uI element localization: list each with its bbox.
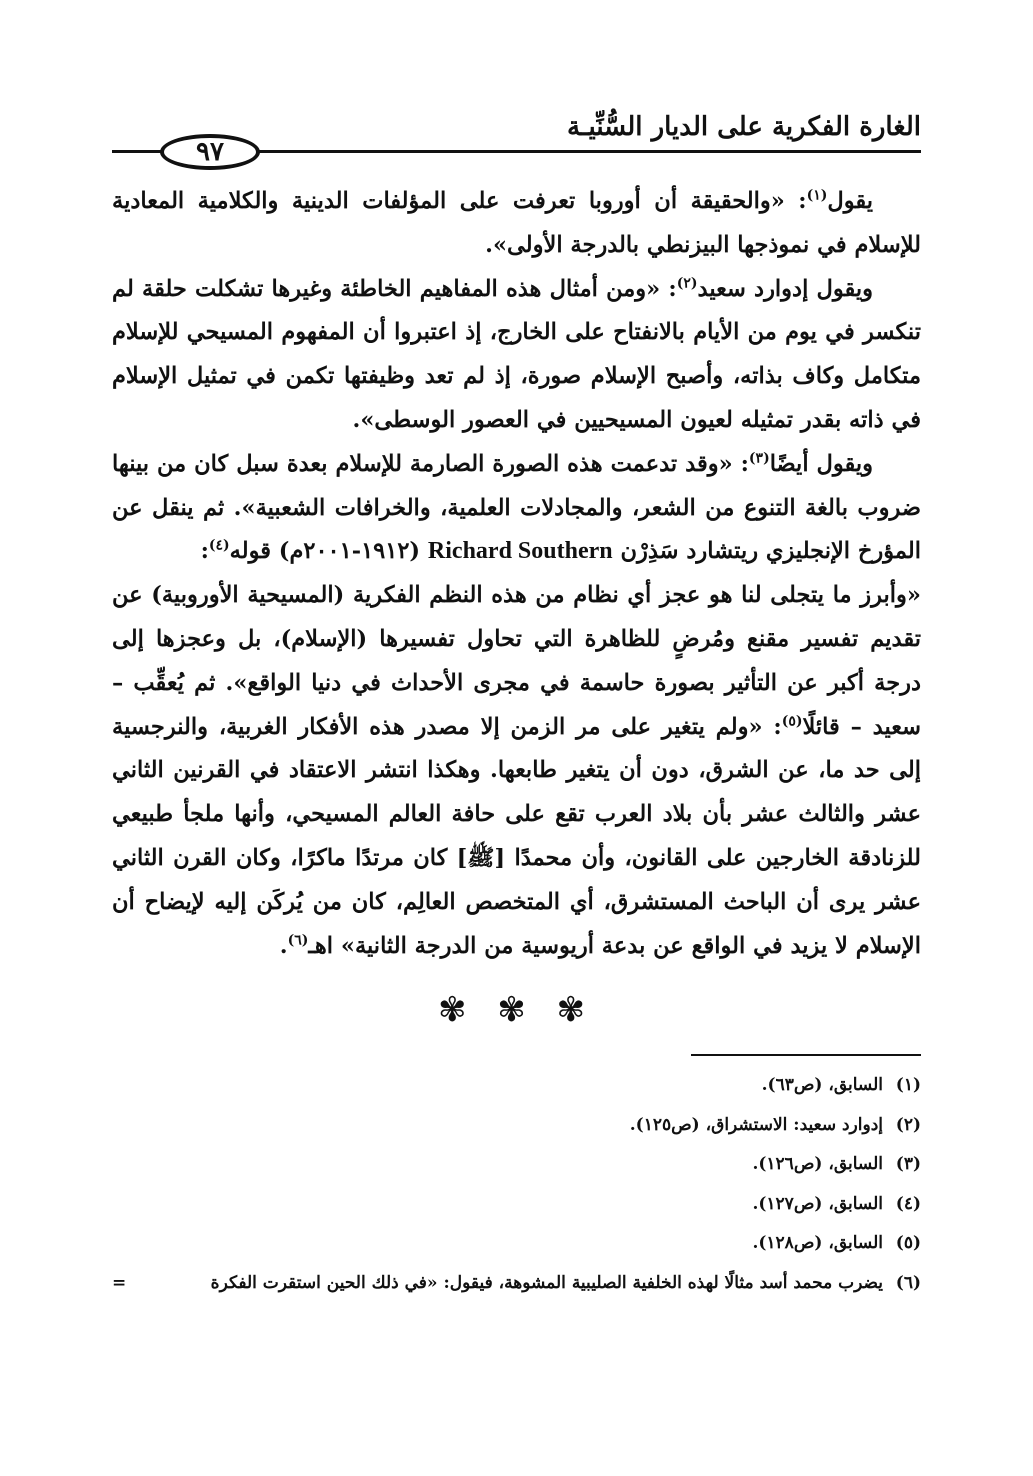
paragraph-2-text-a: ويقول إدوارد سعيد xyxy=(697,275,874,302)
main-text xyxy=(112,180,921,968)
footnote-6 xyxy=(112,1264,921,1304)
paragraph-4-text-a: «وأبرز ما يتجلى لنا هو عجز أي نظام من هذه النظم الفكرية (المسيحية الأوروبية) عن تقديم تفسير مقنع ومُرضٍ للظاهرة التي تحاول تفسيرها (الإسلام)، بل وعجزها إلى درجة أكبر عن التأثير بصورة حاسمة في مجرى الأحداث في دنيا الواقع». ثم يُعقِّب – سعيد – قائلًا xyxy=(112,582,921,740)
paragraph-4 xyxy=(112,574,921,968)
footnote-2 xyxy=(112,1106,921,1146)
footnote-text: السابق، (ص١٢٧). xyxy=(752,1193,883,1214)
paragraph-2 xyxy=(112,268,921,443)
footnote-ref-5[interactable]: (٥) xyxy=(781,713,803,730)
running-title: الغارة الفكرية على الديار السُّنِّيـة xyxy=(566,112,921,142)
paragraph-1-text-a: يقول xyxy=(827,188,873,214)
footnote-number: (٣) xyxy=(895,1154,921,1174)
page-number-badge xyxy=(160,134,260,170)
paragraph-3-text-b: : «وقد تدعمت هذه الصورة الصارمة للإسلام بعدة سبل كان من بينها ضروب بالغة التنوع من الشعر، والمجادلات العلمية، والخرافات الشعبية». ثم ينقل عن المؤرخ الإنجليزي ريتشارد سَذِرْن xyxy=(112,450,921,565)
paragraph-3-text-d: : xyxy=(200,538,209,565)
paragraph-4-text-c: . xyxy=(279,932,288,959)
footnote-4 xyxy=(112,1185,921,1225)
footnote-number: (٥) xyxy=(895,1233,921,1253)
paragraph-1-text-b: : «والحقيقة أن أوروبا تعرفت على المؤلفات الدينية والكلامية المعادية للإسلام في نموذجها البيزنطي بالدرجة الأولى». xyxy=(112,188,921,258)
footnote-text: السابق، (ص٦٣). xyxy=(761,1075,883,1095)
footnote-text: السابق، (ص١٢٨). xyxy=(752,1233,883,1253)
footnote-text: يضرب محمد أسد مثالًا لهذه الخلفية الصليبية المشوهة، فيقول: «في ذلك الحين استقرت الفكرة xyxy=(210,1272,883,1293)
footnote-text: السابق، (ص١٢٦). xyxy=(752,1154,883,1174)
latin-name: Richard Southern xyxy=(427,538,613,565)
footnote-number: (١) xyxy=(895,1075,921,1095)
paragraph-4-text-b: : «ولم يتغير على مر الزمن إلا مصدر هذه الأفكار الغربية، والنرجسية إلى حد ما، عن الشرق، دون أن يتغير طابعها. وهكذا انتشر الاعتقاد في القرنين الثاني عشر والثالث عشر بأن بلاد العرب تقع على حافة العالم المسيحي، وأنها ملجأ طبيعي للزنادقة الخارجين على القانون، وأن محمدًا [ﷺ] كان مرتدًا ماكرًا، وكان القرن الثاني عشر يرى أن الباحث المستشرق، أي المتخصص العالِم، كان من يُركَن إليه لإيضاح أن الإسلام لا يزيد في الواقع عن بدعة أريوسية من الدرجة الثانية» اهـ xyxy=(112,713,921,959)
paragraph-3-text-a: ويقول أيضًا xyxy=(769,450,873,477)
continuation-mark: = xyxy=(112,1272,127,1293)
page-number: ٩٧ xyxy=(196,137,224,167)
paragraph-3 xyxy=(112,443,921,574)
footnote-text: إدوارد سعيد: الاستشراق، (ص١٢٥). xyxy=(629,1114,883,1135)
footnote-number: (٢) xyxy=(895,1114,921,1135)
footnote-ref-6[interactable]: (٦) xyxy=(287,932,309,949)
footnote-rule xyxy=(691,1054,921,1056)
footnote-5 xyxy=(112,1224,921,1264)
footnotes xyxy=(112,1066,921,1303)
paragraph-2-text-b: : «ومن أمثال هذه المفاهيم الخاطئة وغيرها تشكلت حلقة لم تنكسر في يوم من الأيام بالانفتاح على الخارج، إذ اعتبروا أن المفهوم المسيحي للإسلام متكامل وكاف بذاته، وأصبح الإسلام صورة، إذ لم تعد وظيفتها تكمن في تمثيل الإسلام في ذاته بقدر تمثيله لعيون المسيحيين في العصور الوسطى». xyxy=(112,275,921,433)
footnote-ref-2[interactable]: (٢) xyxy=(676,275,698,292)
footnote-1 xyxy=(112,1066,921,1106)
footnote-3 xyxy=(112,1145,921,1185)
paragraph-1 xyxy=(112,180,921,268)
section-ornament-icon: ✾ ✾ ✾ xyxy=(437,990,596,1030)
footnote-number: (٦) xyxy=(895,1272,921,1293)
footnote-ref-3[interactable]: (٣) xyxy=(748,450,770,467)
footnote-ref-4[interactable]: (٤) xyxy=(208,537,230,554)
footnote-ref-1[interactable]: (١) xyxy=(806,187,828,204)
footnote-number: (٤) xyxy=(895,1193,921,1214)
paragraph-3-text-c: (١٩١٢-٢٠٠١م) قوله xyxy=(229,538,421,565)
